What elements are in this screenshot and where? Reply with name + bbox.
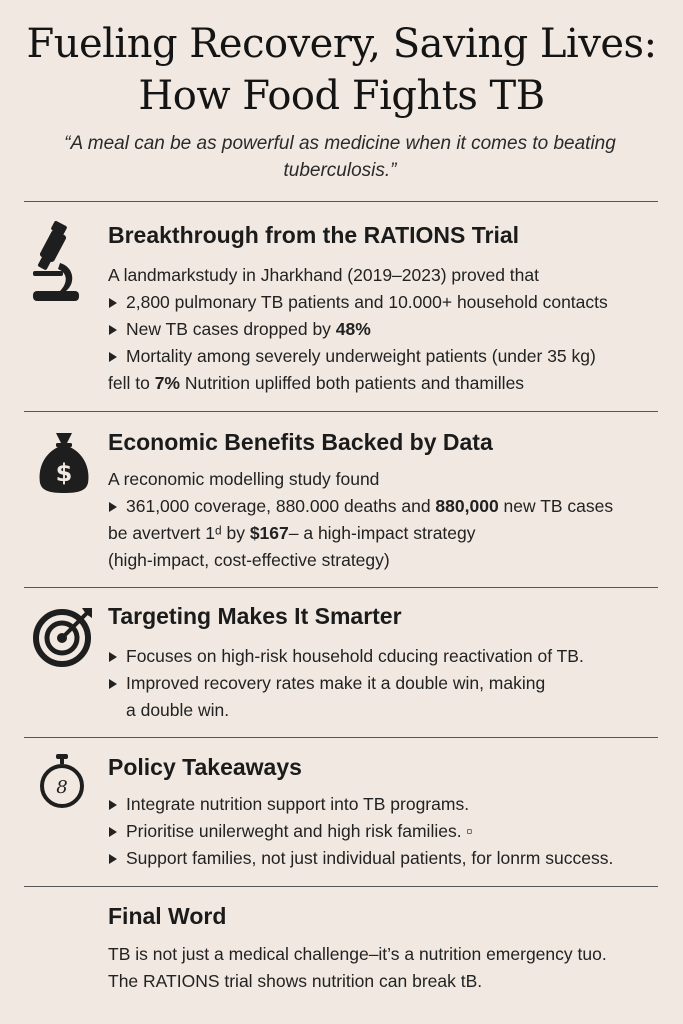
microscope-icon [30, 221, 82, 305]
item-text: Mortality among severely underweight patients (under 35 kg) [126, 346, 596, 366]
svg-text:8: 8 [56, 777, 68, 798]
bullet-list [108, 493, 668, 574]
item-continuation [108, 520, 668, 547]
section-body-policy [108, 791, 668, 872]
section-heading-economic: Economic Benefits Backed by Data [108, 429, 493, 455]
section-heading-final-word: Final Word [108, 903, 227, 929]
list-item [108, 493, 668, 574]
item-continuation [108, 370, 668, 397]
item-continuation: (high-impact, cost-effective strategy) [108, 550, 390, 570]
list-item [108, 343, 668, 397]
section-body-economic [108, 466, 668, 574]
list-item [108, 670, 668, 724]
list-item: Focuses on high-risk household cducing reactivation of TB. [108, 643, 668, 670]
section-heading-rations: Breakthrough from the RATIONS Trial [108, 222, 520, 248]
divider [24, 201, 658, 202]
list-item: Prioritise unilerweght and high risk families. ▫ [108, 818, 668, 845]
stat-value: 48% [335, 319, 371, 339]
section-body-targeting [108, 643, 668, 724]
divider [24, 886, 658, 887]
quote: “A meal can be as powerful as medicine when it comes to beating tuberculosis.” [64, 133, 616, 181]
item-text: fell to [108, 373, 155, 393]
stat-value: 7% [154, 373, 180, 393]
divider [24, 737, 658, 738]
section-heading-policy: Policy Takeaways [108, 754, 302, 780]
divider [24, 411, 658, 412]
money-bag-icon [36, 431, 92, 495]
target-icon [32, 604, 96, 668]
section-body-rations [108, 262, 668, 397]
stopwatch-icon [38, 752, 86, 812]
section-body-final-word [108, 941, 678, 995]
item-text: Nutrition upliffed both patients and thamilles [180, 373, 525, 393]
bullet-list [108, 289, 668, 397]
section-intro: A landmarkstudy in Jharkhand (2019–2023) proved that [108, 265, 539, 285]
stat-value: 880,000 [435, 496, 499, 516]
title-line-2: How Food Fights TB [138, 73, 545, 119]
stat-value: $167 [249, 523, 289, 543]
bullet-list [108, 791, 668, 872]
item-text: new TB cases [498, 496, 614, 516]
title-line-1: Fueling Recovery, Saving Lives: [26, 21, 657, 67]
final-line-2: The RATIONS trial shows nutrition can break tB. [108, 971, 483, 991]
item-text: – a high-impact strategy [288, 523, 476, 543]
list-item [108, 316, 668, 343]
item-text: New TB cases dropped by [126, 319, 336, 339]
page-title [0, 18, 683, 122]
svg-text:$: $ [55, 459, 73, 487]
list-item: Support families, not just individual patients, for lonrm success. [108, 845, 668, 872]
item-continuation: a double win. [126, 700, 230, 720]
divider [24, 587, 658, 588]
item-text: be avertvert 1ᵈ by [108, 523, 250, 543]
list-item: Integrate nutrition support into TB programs. [108, 791, 668, 818]
list-item: 2,800 pulmonary TB patients and 10.000+ household contacts [108, 289, 668, 316]
item-text: 361,000 coverage, 880.000 deaths and [126, 496, 436, 516]
section-heading-targeting: Targeting Makes It Smarter [108, 603, 402, 629]
section-intro: A reconomic modelling study found [108, 469, 380, 489]
final-line-1: TB is not just a medical challenge–it’s a nutrition emergency tuo. [108, 944, 607, 964]
item-text: Improved recovery rates make it a double win, making [126, 673, 546, 693]
bullet-list [108, 643, 668, 724]
